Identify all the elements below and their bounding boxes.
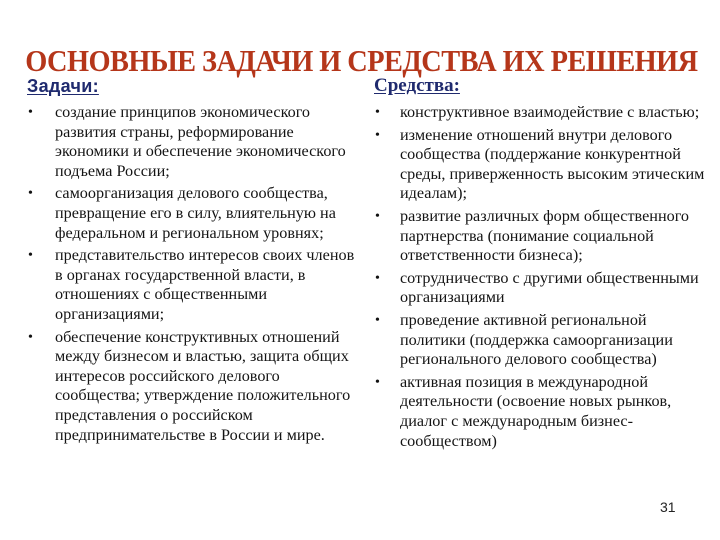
task-item xyxy=(27,103,357,181)
bullet-icon: • xyxy=(375,374,380,390)
bullet-icon: • xyxy=(375,127,380,143)
task-item-text: представительство интересов своих членов в органах государственной власти, в отношениях с общественными организациями; xyxy=(55,246,355,323)
tasks-heading: Задачи: xyxy=(27,76,99,96)
slide-title: ОСНОВНЫЕ ЗАДАЧИ И СРЕДСТВА ИХ РЕШЕНИЯ xyxy=(25,44,698,79)
means-list xyxy=(374,103,714,451)
means-item-text: сотрудничество с другими общественными организациями xyxy=(400,268,699,307)
task-item-text: обеспечение конструктивных отношений между бизнесом и властью, защита общих интересов российского делового сообщества; утверждение положительного представления о российском предпринимательстве в России и мире. xyxy=(55,327,351,444)
task-item xyxy=(27,184,357,243)
means-item-text: проведение активной региональной политики (поддержка самоорганизации регионального делового сообщества) xyxy=(400,310,673,369)
means-heading: Средства: xyxy=(374,75,460,96)
bullet-icon: • xyxy=(28,105,33,120)
bullet-icon: • xyxy=(28,186,33,202)
task-item-text: создание принципов экономического развития страны, реформирование экономики и обеспечение экономического подъема России; xyxy=(55,103,346,180)
means-item-text: развитие различных форм общественного партнерства (понимание социальной ответственности бизнеса); xyxy=(400,206,690,265)
means-item-text: активная позиция в международной деятельности (освоение новых рынков, диалог с международным бизнес-сообществом) xyxy=(400,372,672,450)
tasks-list xyxy=(27,103,357,445)
bullet-icon: • xyxy=(375,105,380,120)
means-item xyxy=(374,207,714,266)
bullet-icon: • xyxy=(375,312,380,328)
task-item xyxy=(27,328,357,446)
means-item xyxy=(374,103,714,123)
means-item xyxy=(374,373,714,451)
means-item xyxy=(374,126,714,204)
task-item xyxy=(27,246,357,324)
bullet-icon: • xyxy=(28,329,33,345)
means-column xyxy=(374,74,714,454)
means-item xyxy=(374,269,714,308)
bullet-icon: • xyxy=(375,208,380,224)
means-item-text: конструктивное взаимодействие с властью; xyxy=(400,103,700,121)
bullet-icon: • xyxy=(28,248,33,264)
means-item xyxy=(374,311,714,370)
task-item-text: самоорганизация делового сообщества, превращение его в силу, влиятельную на федеральном и региональном уровнях; xyxy=(55,184,336,242)
page-number: 31 xyxy=(660,499,676,515)
bullet-icon: • xyxy=(375,270,380,286)
means-item-text: изменение отношений внутри делового сообщества (поддержание конкурентной среды, приверженность высоким этическим идеалам); xyxy=(400,125,705,203)
tasks-column xyxy=(27,74,357,448)
